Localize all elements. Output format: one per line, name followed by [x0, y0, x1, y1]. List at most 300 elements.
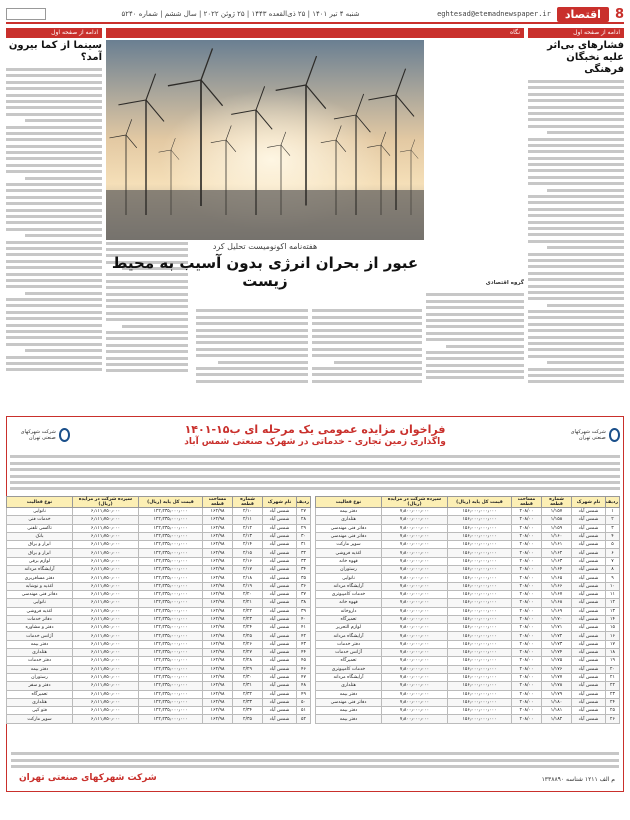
- table-cell: اغذیه و نوشابه: [7, 582, 73, 590]
- text-line: [312, 341, 422, 344]
- table-cell: شمس آباد: [572, 524, 606, 532]
- table-cell: ۷٫۸۰۰٫۰۰۰٫۰۰۰: [382, 615, 448, 623]
- table-cell: ۱۵۶٫۰۰۰٫۰۰۰٫۰۰۰: [448, 566, 512, 574]
- text-line: [6, 247, 102, 250]
- table-cell: ۱۲۲٫۲۳۵٫۰۰۰٫۰۰۰: [139, 640, 203, 648]
- table-cell: ۱۶۲/۹۸: [203, 516, 233, 524]
- text-line: [528, 93, 624, 96]
- table-cell: ۲۰۸/۰۰: [512, 657, 542, 665]
- text-line: [196, 354, 308, 357]
- table-cell: ۱۵۶٫۰۰۰٫۰۰۰٫۰۰۰: [448, 698, 512, 706]
- table-cell: ۱۰: [606, 582, 620, 590]
- table-cell: شمس آباد: [263, 607, 297, 615]
- text-line: [122, 325, 188, 328]
- table-row: [316, 582, 620, 590]
- table-cell: ۲۱: [606, 673, 620, 681]
- table-cell: ۱۶۲/۹۸: [203, 707, 233, 715]
- table-cell: ۴۵: [297, 657, 311, 665]
- table-cell: ۳۰: [297, 532, 311, 540]
- text-line: [426, 376, 524, 379]
- table-cell: شمس آباد: [263, 682, 297, 690]
- table-cell: ۲/۲۱: [233, 599, 263, 607]
- table-cell: ۷٫۸۰۰٫۰۰۰٫۰۰۰: [382, 590, 448, 598]
- table-cell: آرایشگاه مردانه: [316, 673, 382, 681]
- text-line: [426, 313, 524, 316]
- table-cell: شمس آباد: [263, 541, 297, 549]
- text-line: [528, 80, 624, 83]
- news-columns: [6, 28, 624, 398]
- text-line: [528, 355, 624, 358]
- table-cell: ۱۶۲/۹۸: [203, 640, 233, 648]
- turbine-image: [106, 40, 424, 240]
- text-line: [6, 304, 102, 307]
- table-cell: ۲۰۸/۰۰: [512, 566, 542, 574]
- table-cell: ابزار و یراق: [7, 541, 73, 549]
- table-cell: ۶٫۱۱۱٫۷۵۰٫۰۰۰: [73, 682, 139, 690]
- table-cell: ۷٫۸۰۰٫۰۰۰٫۰۰۰: [382, 599, 448, 607]
- text-line: [6, 151, 102, 154]
- table-cell: ۲/۲۲: [233, 607, 263, 615]
- text-line: [426, 325, 524, 328]
- text-line: [6, 336, 102, 339]
- table-cell: ۳۲: [297, 549, 311, 557]
- text-line: [528, 253, 624, 256]
- table-header-cell: مساحت قطعه: [203, 497, 233, 508]
- table-cell: ۳: [606, 524, 620, 532]
- table-cell: ۲/۳۲: [233, 690, 263, 698]
- table-cell: شمس آباد: [572, 574, 606, 582]
- table-cell: ۲۰۸/۰۰: [512, 532, 542, 540]
- table-cell: ۷٫۸۰۰٫۰۰۰٫۰۰۰: [382, 508, 448, 516]
- table-cell: ۱۶۲/۹۸: [203, 532, 233, 540]
- table-row: [7, 673, 311, 681]
- table-row: [7, 715, 311, 723]
- text-line: [196, 348, 308, 351]
- table-header-cell: ردیف: [297, 497, 311, 508]
- text-line: [528, 278, 624, 281]
- article-column-1: [426, 290, 524, 386]
- table-cell: ۱۶۲/۹۸: [203, 541, 233, 549]
- text-line: [106, 357, 188, 360]
- table-cell: لوازم التحریر: [316, 624, 382, 632]
- table-cell: دفتر خدمات: [316, 640, 382, 648]
- website[interactable]: eghtesad@etemadnewspaper.ir: [437, 10, 551, 18]
- text-line: [528, 240, 624, 243]
- text-line: [528, 368, 624, 371]
- text-line: [426, 357, 524, 360]
- text-line: [528, 336, 624, 339]
- table-row: [7, 707, 311, 715]
- text-line: [528, 342, 624, 345]
- table-cell: ۴۲: [297, 632, 311, 640]
- text-line: [528, 144, 624, 147]
- table-cell: ۷٫۸۰۰٫۰۰۰٫۰۰۰: [382, 566, 448, 574]
- table-cell: ۸: [606, 566, 620, 574]
- table-cell: ۲۰۸/۰۰: [512, 640, 542, 648]
- table-cell: ۱۶۲/۹۸: [203, 682, 233, 690]
- text-line: [218, 361, 308, 364]
- ad-title: [184, 423, 446, 448]
- table-cell: ۱۲۲٫۲۳۵٫۰۰۰٫۰۰۰: [139, 715, 203, 723]
- table-cell: ۴۹: [297, 690, 311, 698]
- table-cell: ۴۳: [297, 640, 311, 648]
- table-row: [7, 532, 311, 540]
- table-cell: ۶٫۱۱۱٫۷۵۰٫۰۰۰: [73, 566, 139, 574]
- text-line: [528, 291, 624, 294]
- text-line: [196, 309, 308, 312]
- table-row: [316, 632, 620, 640]
- table-cell: ۲۰۸/۰۰: [512, 632, 542, 640]
- text-line: [528, 163, 624, 166]
- table-cell: ۱۲۲٫۲۳۵٫۰۰۰٫۰۰۰: [139, 607, 203, 615]
- table-cell: فتو کپی: [7, 707, 73, 715]
- table-cell: ۲۰: [606, 665, 620, 673]
- table-cell: ۱۲۲٫۲۳۵٫۰۰۰٫۰۰۰: [139, 574, 203, 582]
- table-cell: تعمیرگاه: [7, 690, 73, 698]
- table-cell: ۱۶۲/۹۸: [203, 508, 233, 516]
- table-cell: ۲۰۸/۰۰: [512, 549, 542, 557]
- ad-logo-right: [560, 424, 620, 446]
- table-cell: ۱۵۶٫۰۰۰٫۰۰۰٫۰۰۰: [448, 649, 512, 657]
- table-cell: ۱۱: [606, 590, 620, 598]
- table-cell: ۱/۱۷۹: [542, 690, 572, 698]
- table-cell: ۱۶۲/۹۸: [203, 715, 233, 723]
- table-cell: ۱۶۲/۹۸: [203, 524, 233, 532]
- text-line: [528, 316, 624, 319]
- table-cell: ۲/۳۱: [233, 682, 263, 690]
- table-cell: ۷٫۸۰۰٫۰۰۰٫۰۰۰: [382, 665, 448, 673]
- table-cell: ۷٫۸۰۰٫۰۰۰٫۰۰۰: [382, 582, 448, 590]
- text-line: [528, 195, 624, 198]
- table-cell: ۲۰۸/۰۰: [512, 590, 542, 598]
- table-cell: ۷٫۸۰۰٫۰۰۰٫۰۰۰: [382, 541, 448, 549]
- table-cell: ۶٫۱۱۱٫۷۵۰٫۰۰۰: [73, 673, 139, 681]
- table-cell: ۱۵۶٫۰۰۰٫۰۰۰٫۰۰۰: [448, 665, 512, 673]
- text-line: [6, 170, 102, 173]
- table-cell: ۴۱: [297, 624, 311, 632]
- table-cell: ۱۵۶٫۰۰۰٫۰۰۰٫۰۰۰: [448, 524, 512, 532]
- text-line: [528, 323, 624, 326]
- table-cell: ۱۶۲/۹۸: [203, 582, 233, 590]
- table-row: [316, 707, 620, 715]
- table-cell: دفتر بیمه: [316, 715, 382, 723]
- text-line: [6, 311, 102, 314]
- text-line: [426, 332, 524, 335]
- text-line: [106, 350, 188, 353]
- article-supertitle: هفته‌نامه اکونومیست تحلیل کرد: [212, 242, 318, 251]
- table-cell: ۱/۱۵۸: [542, 516, 572, 524]
- table-cell: ۱/۱۶۹: [542, 607, 572, 615]
- text-line: [196, 322, 308, 325]
- table-cell: ۱۵۶٫۰۰۰٫۰۰۰٫۰۰۰: [448, 590, 512, 598]
- text-line: [547, 361, 624, 364]
- table-cell: ۱۵۶٫۰۰۰٫۰۰۰٫۰۰۰: [448, 541, 512, 549]
- text-line: [312, 348, 422, 351]
- table-header-cell: نام شهرک: [572, 497, 606, 508]
- table-row: [7, 541, 311, 549]
- table-cell: بانک: [7, 532, 73, 540]
- table-cell: شمس آباد: [263, 524, 297, 532]
- table-cell: ۲/۱۳: [233, 532, 263, 540]
- text-line: [25, 119, 102, 122]
- table-row: [7, 665, 311, 673]
- text-line: [528, 285, 624, 288]
- table-cell: ۱۳: [606, 607, 620, 615]
- table-cell: ۴: [606, 532, 620, 540]
- table-cell: ۱/۱۶۱: [542, 541, 572, 549]
- table-row: [7, 682, 311, 690]
- table-cell: شمس آباد: [572, 599, 606, 607]
- table-row: [7, 599, 311, 607]
- table-cell: ۶٫۱۱۱٫۷۵۰٫۰۰۰: [73, 599, 139, 607]
- table-cell: ۱۲۲٫۲۳۵٫۰۰۰٫۰۰۰: [139, 615, 203, 623]
- table-row: [316, 657, 620, 665]
- text-line: [528, 214, 624, 217]
- table-cell: رستوران: [316, 566, 382, 574]
- table-row: [7, 566, 311, 574]
- table-cell: ۲۰۸/۰۰: [512, 508, 542, 516]
- table-cell: ۱۲۲٫۲۳۵٫۰۰۰٫۰۰۰: [139, 557, 203, 565]
- table-cell: ۱۵۶٫۰۰۰٫۰۰۰٫۰۰۰: [448, 599, 512, 607]
- table-cell: ۱/۱۵۷: [542, 508, 572, 516]
- table-cell: ۲۸: [297, 516, 311, 524]
- text-line: [528, 106, 624, 109]
- table-cell: ۹: [606, 574, 620, 582]
- text-line: [334, 361, 422, 364]
- table-cell: ۷٫۸۰۰٫۰۰۰٫۰۰۰: [382, 657, 448, 665]
- table-cell: نانوایی: [316, 574, 382, 582]
- table-cell: دفتر بیمه: [7, 665, 73, 673]
- text-line: [196, 329, 308, 332]
- table-cell: ۲۶: [606, 715, 620, 723]
- text-line: [426, 370, 524, 373]
- table-cell: ۱۶۲/۹۸: [203, 590, 233, 598]
- table-cell: شمس آباد: [263, 632, 297, 640]
- table-row: [316, 649, 620, 657]
- table-cell: ۲: [606, 516, 620, 524]
- auction-ad: [6, 416, 624, 792]
- table-cell: ۱/۱۷۲: [542, 632, 572, 640]
- table-cell: ۱۵۶٫۰۰۰٫۰۰۰٫۰۰۰: [448, 673, 512, 681]
- table-cell: ۱۵۶٫۰۰۰٫۰۰۰٫۰۰۰: [448, 516, 512, 524]
- article-column-3: [196, 306, 308, 386]
- table-cell: ۲/۲۹: [233, 665, 263, 673]
- table-cell: دفتر بیمه: [316, 690, 382, 698]
- text-line: [528, 272, 624, 275]
- table-cell: ۱۵۶٫۰۰۰٫۰۰۰٫۰۰۰: [448, 508, 512, 516]
- table-cell: شمس آباد: [572, 541, 606, 549]
- text-line: [528, 118, 624, 121]
- table-cell: ۱۶۲/۹۸: [203, 649, 233, 657]
- table-cell: اغذیه فروشی: [316, 549, 382, 557]
- ad-header: [10, 420, 620, 450]
- text-line: [312, 322, 422, 325]
- table-cell: ۱۲۲٫۲۳۵٫۰۰۰٫۰۰۰: [139, 582, 203, 590]
- table-cell: ۷٫۸۰۰٫۰۰۰٫۰۰۰: [382, 516, 448, 524]
- text-line: [106, 344, 188, 347]
- article-byline: گروه اقتصادی: [485, 280, 524, 286]
- text-line: [528, 310, 624, 313]
- text-line: [106, 318, 188, 321]
- table-cell: ۱/۱۷۱: [542, 624, 572, 632]
- lots-table-right: [315, 496, 620, 724]
- table-cell: ۶٫۱۱۱٫۷۵۰٫۰۰۰: [73, 632, 139, 640]
- table-cell: ۶٫۱۱۱٫۷۵۰٫۰۰۰: [73, 590, 139, 598]
- table-cell: دفاتر فنی مهندسی: [316, 532, 382, 540]
- table-cell: ۱۶۲/۹۸: [203, 574, 233, 582]
- table-cell: ۲۷: [297, 508, 311, 516]
- text-line: [528, 221, 624, 224]
- table-cell: شمس آباد: [263, 508, 297, 516]
- ad-logo-left: [10, 424, 70, 446]
- date-line: شنبه ۴ تیر ۱۴۰۱ | ۲۵ ذی‌القعده ۱۴۴۳ | ۲۵ ژوئن ۲۰۲۲ | سال ششم | شماره ۵۲۴۰: [121, 10, 360, 18]
- table-cell: دفتر خدمات: [7, 657, 73, 665]
- table-row: [316, 640, 620, 648]
- text-line: [528, 169, 624, 172]
- text-line: [10, 481, 620, 484]
- text-line: [547, 246, 624, 249]
- text-line: [6, 330, 102, 333]
- text-line: [6, 356, 102, 359]
- table-cell: اغذیه فروشی: [7, 607, 73, 615]
- table-cell: ۱/۱۶۰: [542, 532, 572, 540]
- table-cell: ۷٫۸۰۰٫۰۰۰٫۰۰۰: [382, 607, 448, 615]
- text-line: [11, 759, 619, 762]
- text-line: [6, 132, 102, 135]
- table-cell: ۱۲۲٫۲۳۵٫۰۰۰٫۰۰۰: [139, 698, 203, 706]
- table-cell: ۱/۱۷۴: [542, 649, 572, 657]
- table-cell: ۷٫۸۰۰٫۰۰۰٫۰۰۰: [382, 690, 448, 698]
- table-cell: ۲/۲۶: [233, 640, 263, 648]
- text-line: [6, 368, 102, 371]
- table-cell: ۱/۱۶۲: [542, 549, 572, 557]
- table-cell: ۶٫۱۱۱٫۷۵۰٫۰۰۰: [73, 557, 139, 565]
- table-cell: شمس آباد: [572, 590, 606, 598]
- text-line: [6, 273, 102, 276]
- table-cell: ۱۵۶٫۰۰۰٫۰۰۰٫۰۰۰: [448, 632, 512, 640]
- table-cell: ۲/۱۲: [233, 524, 263, 532]
- text-line: [312, 380, 422, 383]
- table-cell: آرایشگاه مردانه: [316, 632, 382, 640]
- table-cell: ۲۵: [606, 707, 620, 715]
- text-line: [312, 309, 422, 312]
- table-cell: ۱۶۲/۹۸: [203, 549, 233, 557]
- text-line: [6, 241, 102, 244]
- table-row: [316, 541, 620, 549]
- right-column: [528, 40, 624, 396]
- table-header-cell: مساحت قطعه: [512, 497, 542, 508]
- table-cell: داروخانه: [316, 607, 382, 615]
- table-row: [316, 690, 620, 698]
- text-line: [10, 468, 620, 471]
- table-cell: ۶٫۱۱۱٫۷۵۰٫۰۰۰: [73, 549, 139, 557]
- text-line: [25, 177, 102, 180]
- table-cell: ۷٫۸۰۰٫۰۰۰٫۰۰۰: [382, 574, 448, 582]
- table-cell: شمس آباد: [572, 665, 606, 673]
- table-cell: شمس آباد: [263, 574, 297, 582]
- table-cell: ۱۶۲/۹۸: [203, 632, 233, 640]
- text-line: [6, 298, 102, 301]
- table-row: [7, 516, 311, 524]
- table-cell: ۱۲۲٫۲۳۵٫۰۰۰٫۰۰۰: [139, 632, 203, 640]
- table-cell: ۲۰۸/۰۰: [512, 665, 542, 673]
- text-line: [6, 126, 102, 129]
- table-cell: شمس آباد: [263, 582, 297, 590]
- table-header-cell: شماره قطعه: [233, 497, 263, 508]
- table-cell: ۲۰۸/۰۰: [512, 599, 542, 607]
- table-row: [7, 590, 311, 598]
- table-row: [316, 508, 620, 516]
- table-row: [316, 607, 620, 615]
- table-cell: ۷٫۸۰۰٫۰۰۰٫۰۰۰: [382, 673, 448, 681]
- text-line: [11, 752, 619, 755]
- text-line: [528, 150, 624, 153]
- table-cell: ۶: [606, 549, 620, 557]
- table-cell: ۲۰۸/۰۰: [512, 574, 542, 582]
- table-cell: رستوران: [7, 673, 73, 681]
- table-cell: ۷٫۸۰۰٫۰۰۰٫۰۰۰: [382, 532, 448, 540]
- table-row: [316, 524, 620, 532]
- table-cell: ۲/۱۶: [233, 557, 263, 565]
- company-logo-icon: [609, 428, 620, 442]
- table-cell: دفتر بیمه: [7, 640, 73, 648]
- text-line: [528, 138, 624, 141]
- table-cell: ۱۲۲٫۲۳۵٫۰۰۰٫۰۰۰: [139, 682, 203, 690]
- text-line: [528, 329, 624, 332]
- table-cell: ۱۶۲/۹۸: [203, 557, 233, 565]
- table-cell: ۱/۱۷۳: [542, 640, 572, 648]
- text-line: [196, 367, 308, 370]
- table-cell: ۱۵۶٫۰۰۰٫۰۰۰٫۰۰۰: [448, 574, 512, 582]
- table-cell: ۱۲۲٫۲۳۵٫۰۰۰٫۰۰۰: [139, 707, 203, 715]
- text-line: [528, 176, 624, 179]
- table-row: [7, 549, 311, 557]
- right-column-title: فشارهای بی‌اثر علیه نخبگان فرهنگی: [547, 40, 624, 75]
- wind-turbines-photo: [106, 40, 424, 240]
- table-cell: شمس آباد: [572, 640, 606, 648]
- text-line: [10, 487, 620, 490]
- table-header-cell: سپرده شرکت در مزایده (ریال): [73, 497, 139, 508]
- table-cell: ۶٫۱۱۱٫۷۵۰٫۰۰۰: [73, 707, 139, 715]
- table-cell: ۷: [606, 557, 620, 565]
- table-row: [316, 549, 620, 557]
- table-cell: ۱۵۶٫۰۰۰٫۰۰۰٫۰۰۰: [448, 657, 512, 665]
- table-row: [316, 574, 620, 582]
- text-line: [6, 87, 102, 90]
- table-cell: شمس آباد: [572, 532, 606, 540]
- table-cell: ۱۵۶٫۰۰۰٫۰۰۰٫۰۰۰: [448, 624, 512, 632]
- text-line: [312, 373, 422, 376]
- table-cell: لوازم برقی: [7, 557, 73, 565]
- ad-logo-text-left: شرکت شهرکهای صنعتی تهران: [20, 429, 56, 441]
- table-cell: ۶٫۱۱۱٫۷۵۰٫۰۰۰: [73, 582, 139, 590]
- table-cell: شمس آباد: [263, 640, 297, 648]
- table-cell: ۲۰۸/۰۰: [512, 673, 542, 681]
- table-cell: تعمیرگاه: [316, 657, 382, 665]
- table-row: [7, 557, 311, 565]
- table-cell: دفاتر فنی مهندسی: [316, 524, 382, 532]
- table-row: [316, 665, 620, 673]
- table-cell: ۳۴: [297, 566, 311, 574]
- table-cell: ۱۵۶٫۰۰۰٫۰۰۰٫۰۰۰: [448, 582, 512, 590]
- text-line: [426, 300, 524, 303]
- table-cell: ۱۲۲٫۲۳۵٫۰۰۰٫۰۰۰: [139, 508, 203, 516]
- table-cell: ۶٫۱۱۱٫۷۵۰٫۰۰۰: [73, 532, 139, 540]
- table-cell: ۶٫۱۱۱٫۷۵۰٫۰۰۰: [73, 649, 139, 657]
- text-line: [6, 157, 102, 160]
- table-cell: ۱۶: [606, 632, 620, 640]
- ad-footer-text: [11, 749, 619, 769]
